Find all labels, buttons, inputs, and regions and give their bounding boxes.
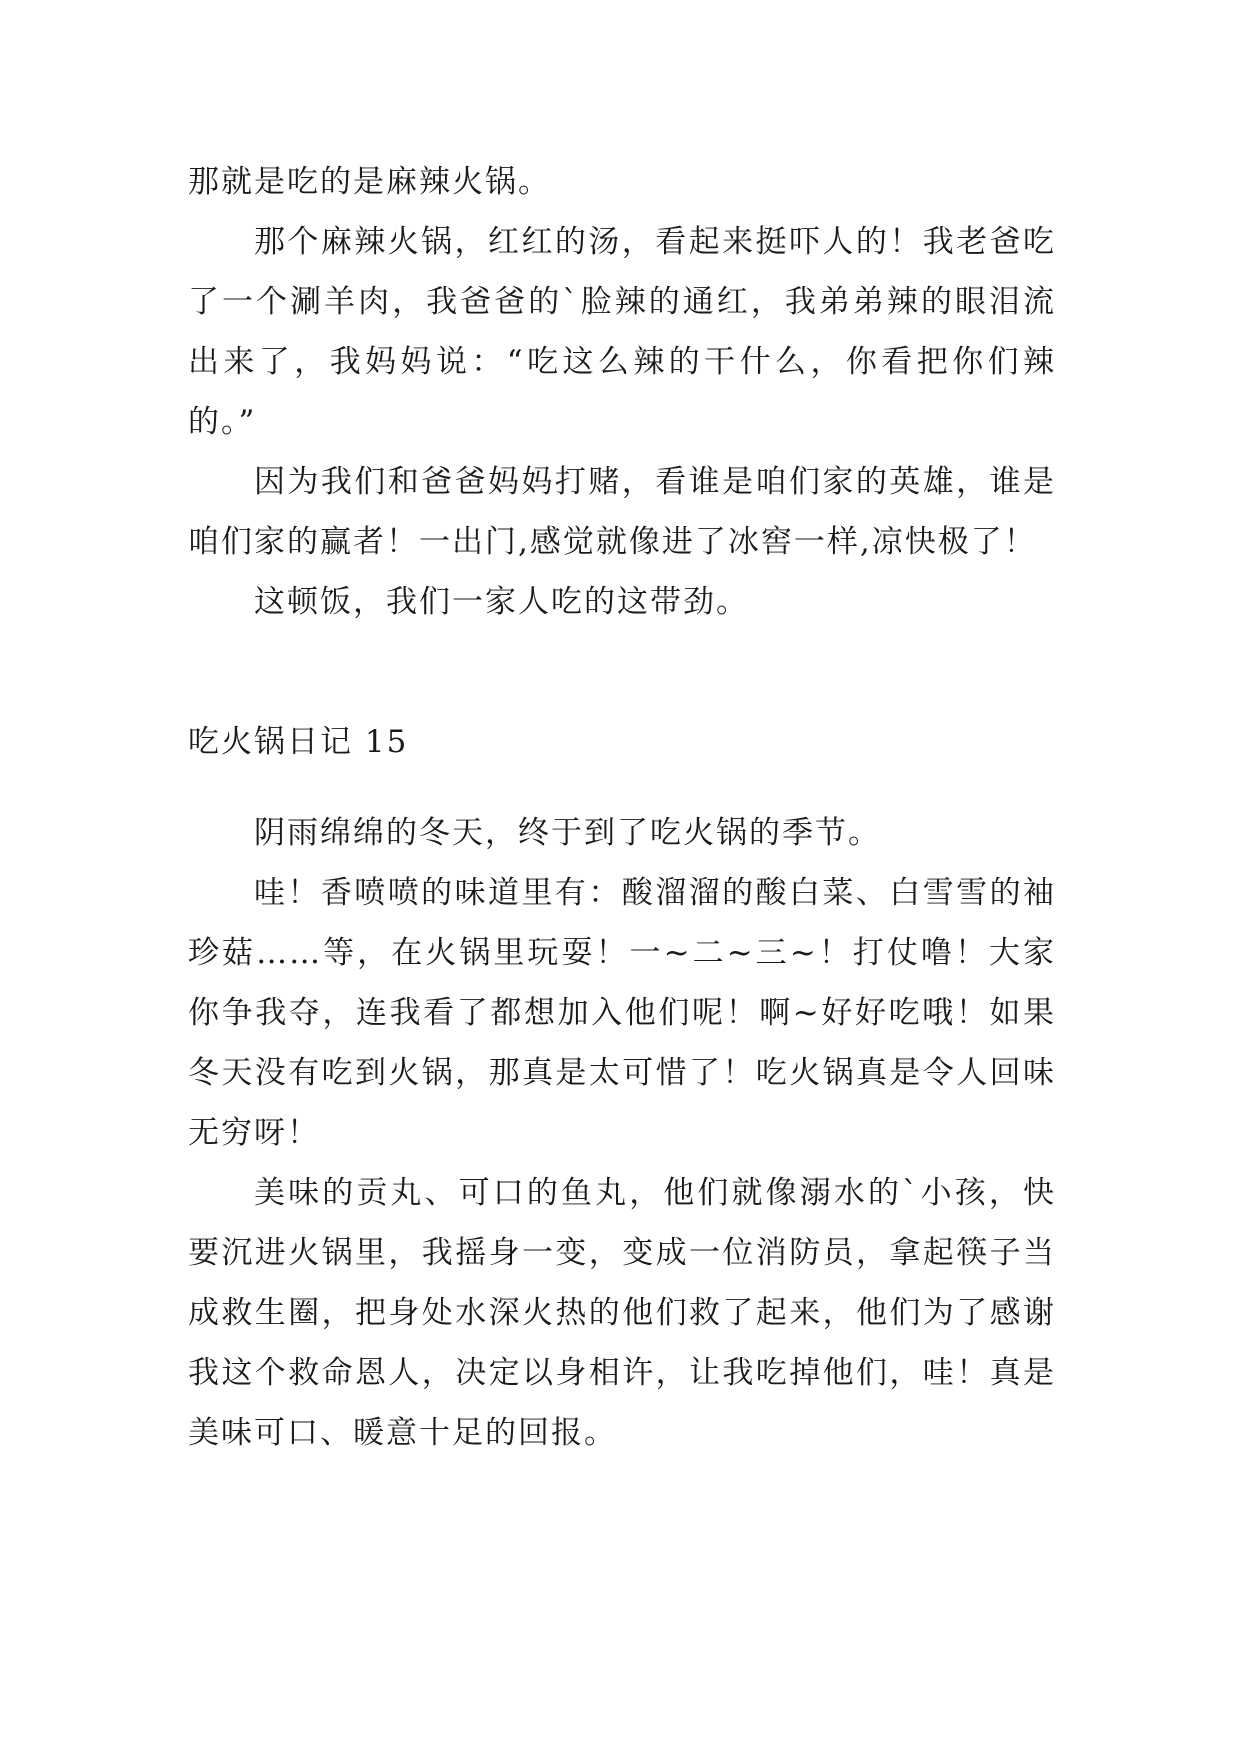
paragraph-bet: 因为我们和爸爸妈妈打赌，看谁是咱们家的英雄，谁是咱们家的赢者！一出门,感觉就像进了冰窖一样,凉快极了！ xyxy=(188,464,1056,560)
paragraph-continuation: 那就是吃的是麻辣火锅。 xyxy=(188,164,551,200)
paragraph-rescue: 美味的贡丸、可口的鱼丸，他们就像溺水的`小孩，快要沉进火锅里，我摇身一变，变成一位消防员，拿起筷子当成救生圈，把身处水深火热的他们救了起来，他们为了感谢我这个救命恩人，决定以身相许，让我吃掉他们，哇！真是美味可口、暖意十足的回报。 xyxy=(188,1175,1056,1451)
paragraph-conclusion: 这顿饭，我们一家人吃的这带劲。 xyxy=(254,584,749,620)
paragraph-winter: 阴雨绵绵的冬天，终于到了吃火锅的季节。 xyxy=(254,815,881,851)
document-body xyxy=(188,152,1056,1463)
section-title: 吃火锅日记 15 xyxy=(188,724,409,760)
paragraph-hotpot-description: 那个麻辣火锅，红红的汤，看起来挺吓人的！我老爸吃了一个涮羊肉，我爸爸的`脸辣的通红，我弟弟辣的眼泪流出来了，我妈妈说：“吃这么辣的干什么，你看把你们辣的。” xyxy=(188,224,1056,440)
paragraph-aroma: 哇！香喷喷的味道里有：酸溜溜的酸白菜、白雪雪的袖珍菇……等，在火锅里玩耍！一~二~三~！打仗噜！大家你争我夺，连我看了都想加入他们呢！啊~好好吃哦！如果冬天没有吃到火锅，那真是太可惜了！吃火锅真是令人回味无穷呀！ xyxy=(188,875,1056,1151)
